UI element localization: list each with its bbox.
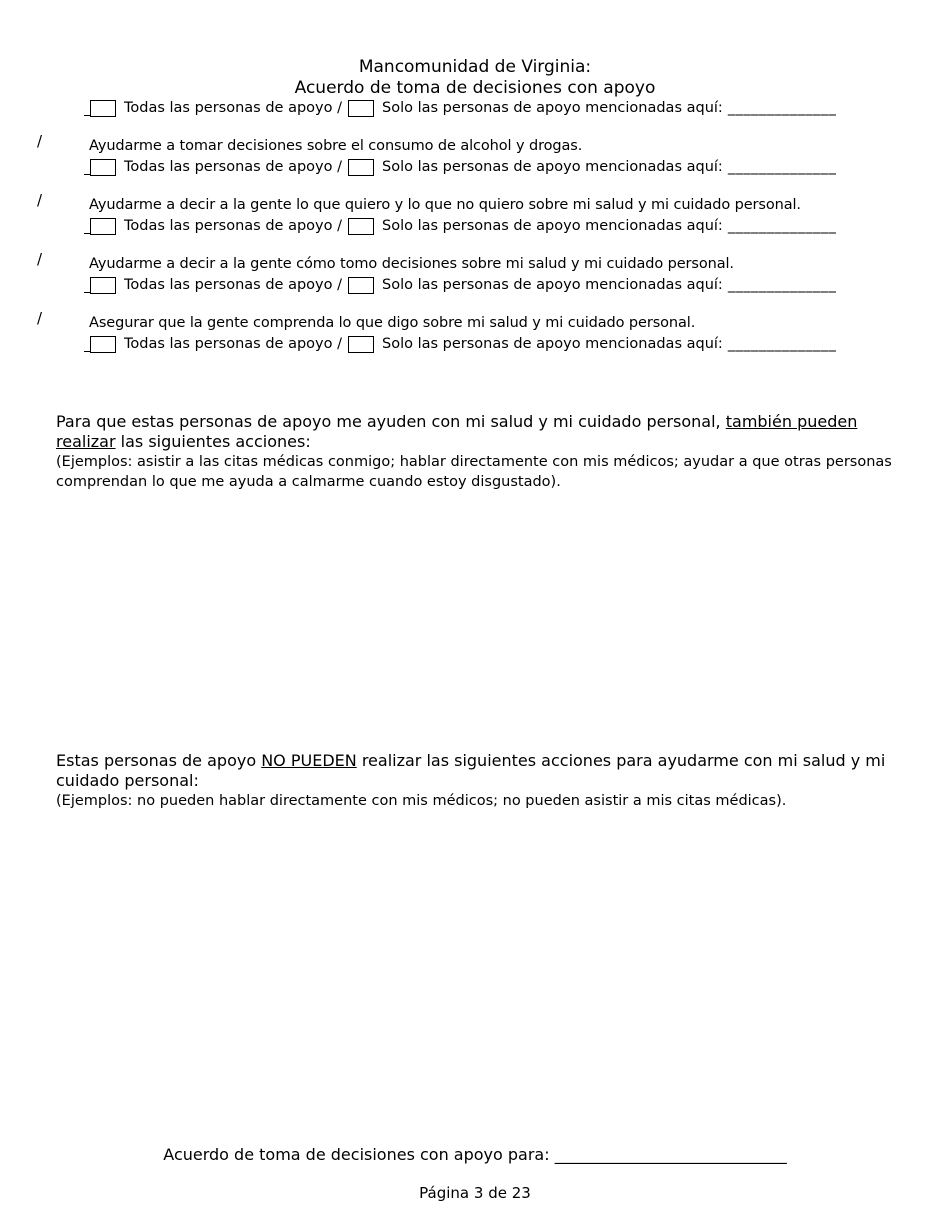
agreement-for-line <box>0 1145 950 1164</box>
cannot-emphasis: NO PUEDEN <box>261 751 357 770</box>
support-option-row <box>84 157 836 177</box>
support-option-row <box>84 216 836 236</box>
item-text: Ayudarme a decir a la gente cómo tomo decisiones sobre mi salud y mi cuidado personal. <box>89 256 734 272</box>
cannot-actions-section <box>56 751 896 811</box>
item-slash: / <box>37 309 43 327</box>
item-text: Asegurar que la gente comprenda lo que digo sobre mi salud y mi cuidado personal. <box>89 315 696 331</box>
all-supporters-checkbox[interactable] <box>90 159 116 176</box>
can-rest: las siguientes acciones: <box>120 432 311 451</box>
item-slash: / <box>37 250 43 268</box>
support-option-row <box>84 334 836 354</box>
document-title-line2: Acuerdo de toma de decisiones con apoyo <box>294 78 656 98</box>
agreement-for-blank[interactable]: _____________________________ <box>554 1145 787 1164</box>
named-supporters-label: Solo las personas de apoyo mencionadas aquí: <box>382 277 723 293</box>
item-text: Ayudarme a decir a la gente lo que quiero y lo que no quiero sobre mi salud y mi cuidado personal. <box>89 197 801 213</box>
all-supporters-label: Todas las personas de apoyo / <box>124 218 342 234</box>
named-supporters-label: Solo las personas de apoyo mencionadas aquí: <box>382 218 723 234</box>
item-slash: / <box>37 191 43 209</box>
named-supporters-blank[interactable]: ______________ <box>727 336 837 352</box>
can-examples: (Ejemplos: asistir a las citas médicas conmigo; hablar directamente con mis médicos; ayudar a que otras personas comprendan lo que me ayuda a calmarme cuando estoy disgustado). <box>56 454 892 490</box>
all-supporters-checkbox[interactable] <box>90 218 116 235</box>
all-supporters-checkbox[interactable] <box>90 277 116 294</box>
all-supporters-label: Todas las personas de apoyo / <box>124 277 342 293</box>
all-supporters-label: Todas las personas de apoyo / <box>124 159 342 175</box>
cannot-rest: realizar las siguientes acciones para ayudarme con mi salud y mi cuidado personal: <box>56 751 886 790</box>
document-title-line1: Mancomunidad de Virginia: <box>358 57 592 77</box>
named-supporters-label: Solo las personas de apoyo mencionadas aquí: <box>382 336 723 352</box>
all-supporters-checkbox[interactable] <box>90 100 116 117</box>
can-emphasis: también pueden realizar <box>56 412 858 451</box>
all-supporters-label: Todas las personas de apoyo / <box>124 336 342 352</box>
support-option-row <box>84 98 836 118</box>
named-supporters-checkbox[interactable] <box>348 277 374 294</box>
named-supporters-blank[interactable]: ______________ <box>727 159 837 175</box>
support-option-row <box>84 275 836 295</box>
named-supporters-checkbox[interactable] <box>348 100 374 117</box>
page-number: Página 3 de 23 <box>419 1184 531 1202</box>
item-text: Ayudarme a tomar decisiones sobre el consumo de alcohol y drogas. <box>89 138 583 154</box>
named-supporters-label: Solo las personas de apoyo mencionadas aquí: <box>382 100 723 116</box>
all-supporters-checkbox[interactable] <box>90 336 116 353</box>
item-slash: / <box>37 132 43 150</box>
named-supporters-blank[interactable]: ______________ <box>727 100 837 116</box>
named-supporters-blank[interactable]: ______________ <box>727 277 837 293</box>
cannot-intro: Estas personas de apoyo <box>56 751 257 770</box>
all-supporters-label: Todas las personas de apoyo / <box>124 100 342 116</box>
can-actions-section <box>56 412 896 492</box>
agreement-for-label: Acuerdo de toma de decisiones con apoyo para: <box>163 1145 550 1164</box>
named-supporters-blank[interactable]: ______________ <box>727 218 837 234</box>
named-supporters-checkbox[interactable] <box>348 336 374 353</box>
can-intro: Para que estas personas de apoyo me ayuden con mi salud y mi cuidado personal, <box>56 412 721 431</box>
named-supporters-checkbox[interactable] <box>348 218 374 235</box>
named-supporters-checkbox[interactable] <box>348 159 374 176</box>
named-supporters-label: Solo las personas de apoyo mencionadas aquí: <box>382 159 723 175</box>
cannot-examples: (Ejemplos: no pueden hablar directamente con mis médicos; no pueden asistir a mis citas médicas). <box>56 793 787 809</box>
